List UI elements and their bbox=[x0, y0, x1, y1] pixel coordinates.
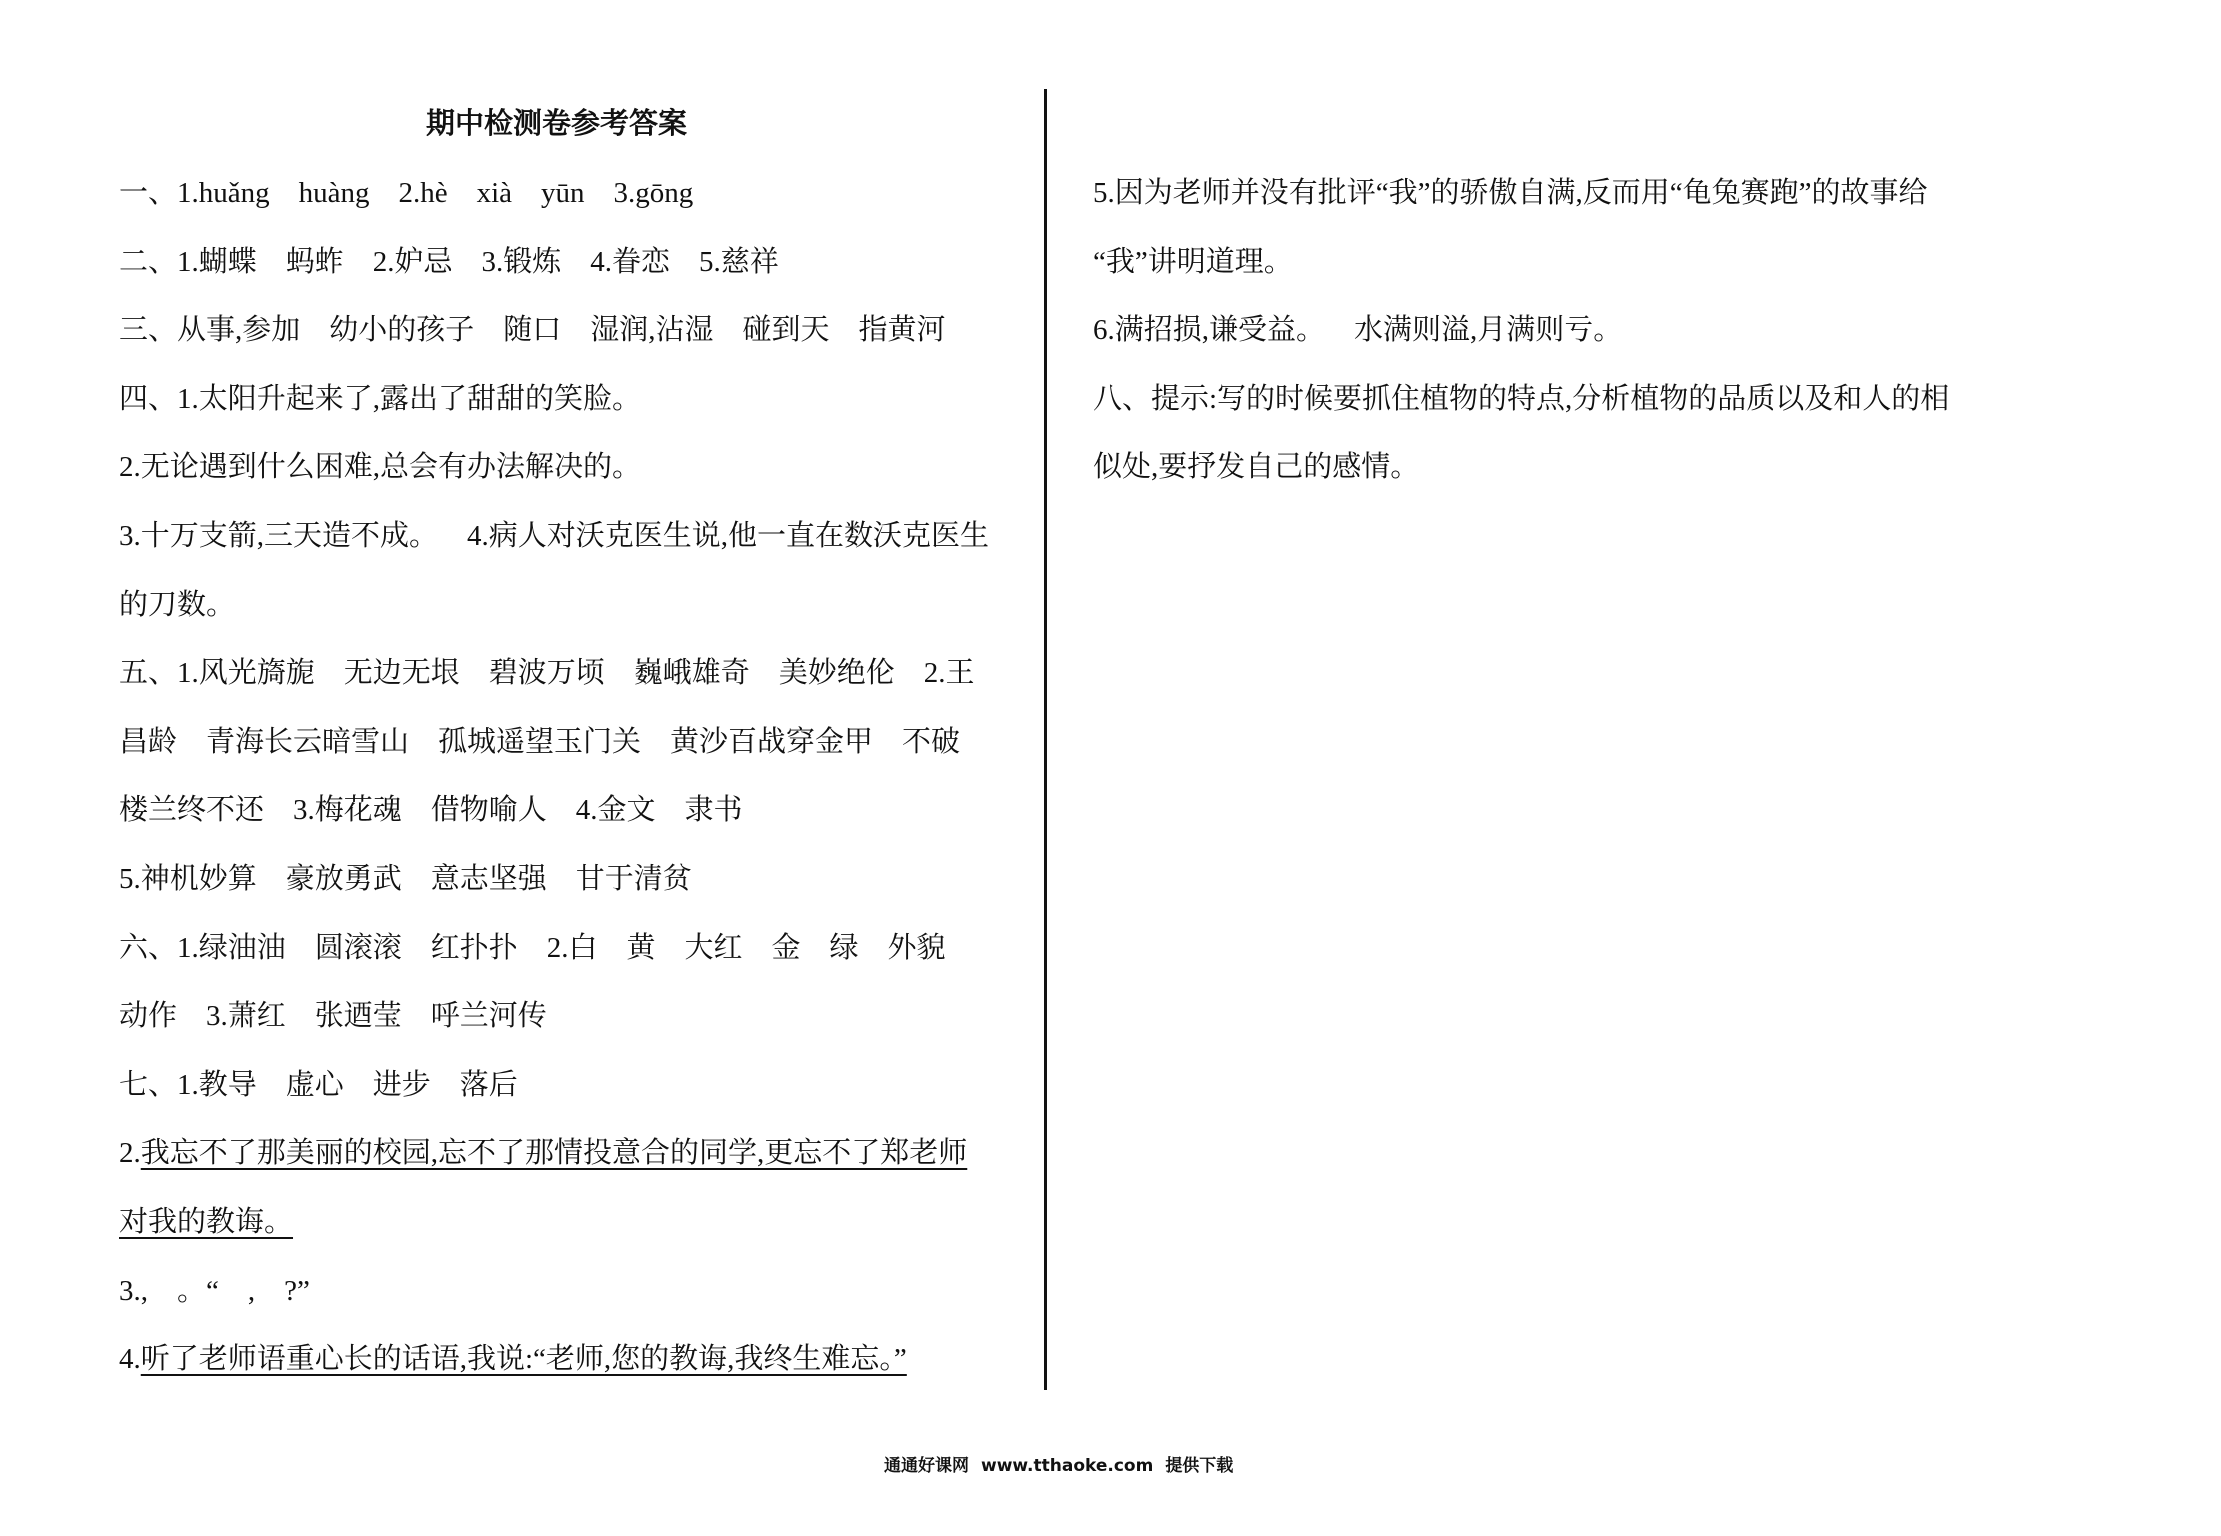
answer-line-section-6-continued: 动作 3.萧红 张迺莹 呼兰河传 bbox=[119, 1000, 547, 1033]
answer-line-section-7-item-5-continued: “我”讲明道理。 bbox=[1093, 245, 1293, 278]
answer-line-section-7: 七、1.教导 虚心 进步 落后 bbox=[119, 1068, 518, 1101]
footer-url: www.tthaoke.com bbox=[981, 1456, 1154, 1476]
item-number: 2. bbox=[119, 1137, 141, 1170]
answer-line-section-7-item-6: 6.满招损,谦受益。 水满则溢,月满则亏。 bbox=[1093, 314, 1623, 347]
answer-line-section-5-item-5: 5.神机妙算 豪放勇武 意志坚强 甘于清贫 bbox=[119, 862, 692, 895]
answer-line-section-4-continued: 的刀数。 bbox=[119, 588, 236, 621]
right-column bbox=[1093, 159, 1993, 502]
answer-line-section-7-item-3: 3., 。“ , ?” bbox=[119, 1274, 310, 1307]
answer-line-section-6: 六、1.绿油油 圆滚滚 红扑扑 2.白 黄 大红 金 绿 外貌 bbox=[119, 931, 946, 964]
answer-line-section-7-item-4 bbox=[119, 1325, 1019, 1394]
answer-line-section-8: 八、提示:写的时候要抓住植物的特点,分析植物的品质以及和人的相 bbox=[1093, 382, 1950, 415]
answer-line-section-5: 五、1.风光旖旎 无边无垠 碧波万顷 巍峨雄奇 美妙绝伦 2.王 bbox=[119, 657, 975, 690]
answer-line-section-4-item-3-4: 3.十万支箭,三天造不成。 4.病人对沃克医生说,他一直在数沃克医生 bbox=[119, 519, 990, 552]
answer-line-section-4-item-2: 2.无论遇到什么困难,总会有办法解决的。 bbox=[119, 451, 642, 484]
answer-line-section-7-item-2-continued bbox=[119, 1188, 1019, 1257]
footer-site-name: 通通好课网 bbox=[884, 1456, 969, 1476]
underlined-answer: 我忘不了那美丽的校园,忘不了那情投意合的同学,更忘不了郑老师 bbox=[140, 1137, 968, 1170]
answer-line-section-7-item-2 bbox=[119, 1119, 1019, 1188]
underlined-answer: 听了老师语重心长的话语,我说:“老师,您的教诲,我终生难忘。” bbox=[140, 1343, 907, 1376]
answer-line-section-3: 三、从事,参加 幼小的孩子 随口 湿润,沾湿 碰到天 指黄河 bbox=[119, 314, 946, 347]
column-divider bbox=[1044, 89, 1047, 1390]
underlined-answer: 对我的教诲。 bbox=[119, 1205, 294, 1238]
answer-line-section-1: 一、1.huǎng huàng 2.hè xià yūn 3.gōng bbox=[119, 177, 694, 209]
footer-suffix: 提供下载 bbox=[1165, 1456, 1234, 1476]
answer-line-section-7-item-5: 5.因为老师并没有批评“我”的骄傲自满,反而用“龟兔赛跑”的故事给 bbox=[1093, 177, 1928, 209]
answer-line-section-8-continued: 似处,要抒发自己的感情。 bbox=[1093, 451, 1420, 484]
page-title: 期中检测卷参考答案 bbox=[426, 108, 688, 140]
item-number: 4. bbox=[119, 1343, 141, 1376]
answer-line-section-5-continued-2: 楼兰终不还 3.梅花魂 借物喻人 4.金文 隶书 bbox=[119, 794, 743, 827]
answer-line-section-5-continued-1: 昌龄 青海长云暗雪山 孤城遥望玉门关 黄沙百战穿金甲 不破 bbox=[119, 725, 961, 758]
answer-line-section-2: 二、1.蝴蝶 蚂蚱 2.妒忌 3.锻炼 4.眷恋 5.慈祥 bbox=[119, 245, 779, 278]
left-column bbox=[119, 159, 1019, 1394]
footer bbox=[884, 1456, 1233, 1476]
answer-line-section-4-item-1: 四、1.太阳升起来了,露出了甜甜的笑脸。 bbox=[119, 382, 642, 415]
